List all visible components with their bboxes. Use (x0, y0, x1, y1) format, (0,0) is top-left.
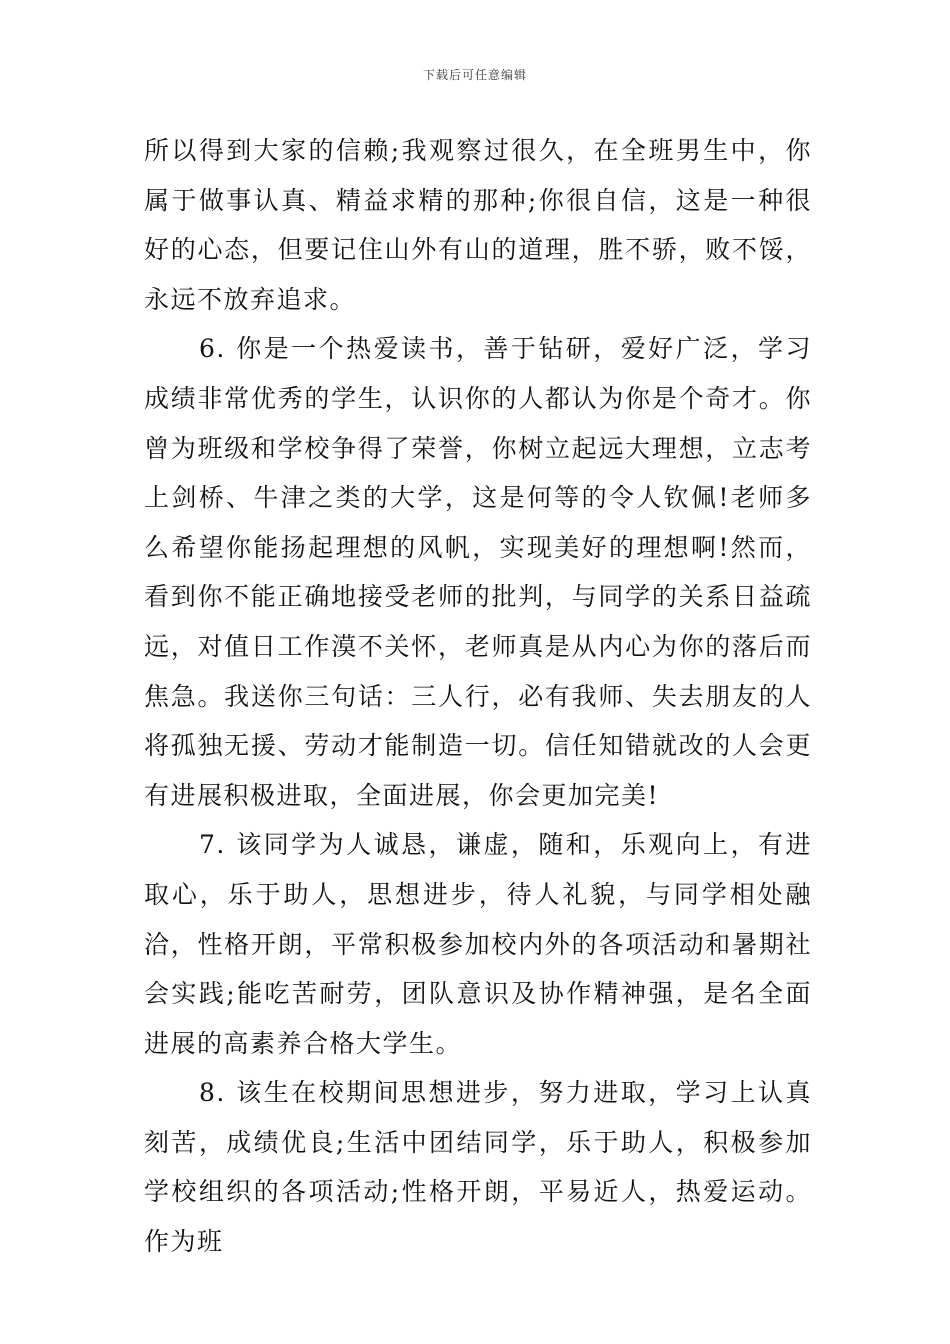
paragraph-item-6: 6. 你是一个热爱读书，善于钻研，爱好广泛，学习成绩非常优秀的学生，认识你的人都认为你是个奇才。你曾为班级和学校争得了荣誉，你树立起远大理想，立志考上剑桥、牛津之类的大学，这是何等的令人钦佩!老师多么希望你能扬起理想的风帆，实现美好的理想啊!然而，看到你不能正确地接受老师的批判，与同学的关系日益疏远，对值日工作漠不关怀，老师真是从内心为你的落后而焦急。我送你三句话：三人行，必有我师、失去朋友的人将孤独无援、劳动才能制造一切。信任知错就改的人会更有进展积极进取，全面进展，你会更加完美! (144, 334, 812, 810)
page-header: 下载后可任意编辑 (422, 68, 527, 82)
document-body (144, 126, 812, 1267)
paragraph-continuation: 所以得到大家的信赖;我观察过很久，在全班男生中，你属于做事认真、精益求精的那种;你很自信，这是一种很好的心态，但要记住山外有山的道理，胜不骄，败不馁，永远不放弃追求。 (144, 136, 812, 314)
paragraph-item-7: 7. 该同学为人诚恳，谦虚，随和，乐观向上，有进取心，乐于助人，思想进步，待人礼貌，与同学相处融洽，性格开朗，平常积极参加校内外的各项活动和暑期社会实践;能吃苦耐劳，团队意识及协作精神强，是名全面进展的高素养合格大学生。 (144, 830, 812, 1058)
paragraph-item-8: 8. 该生在校期间思想进步，努力进取，学习上认真刻苦，成绩优良;生活中团结同学，乐于助人，积极参加学校组织的各项活动;性格开朗，平易近人，热爱运动。作为班 (144, 1078, 812, 1257)
